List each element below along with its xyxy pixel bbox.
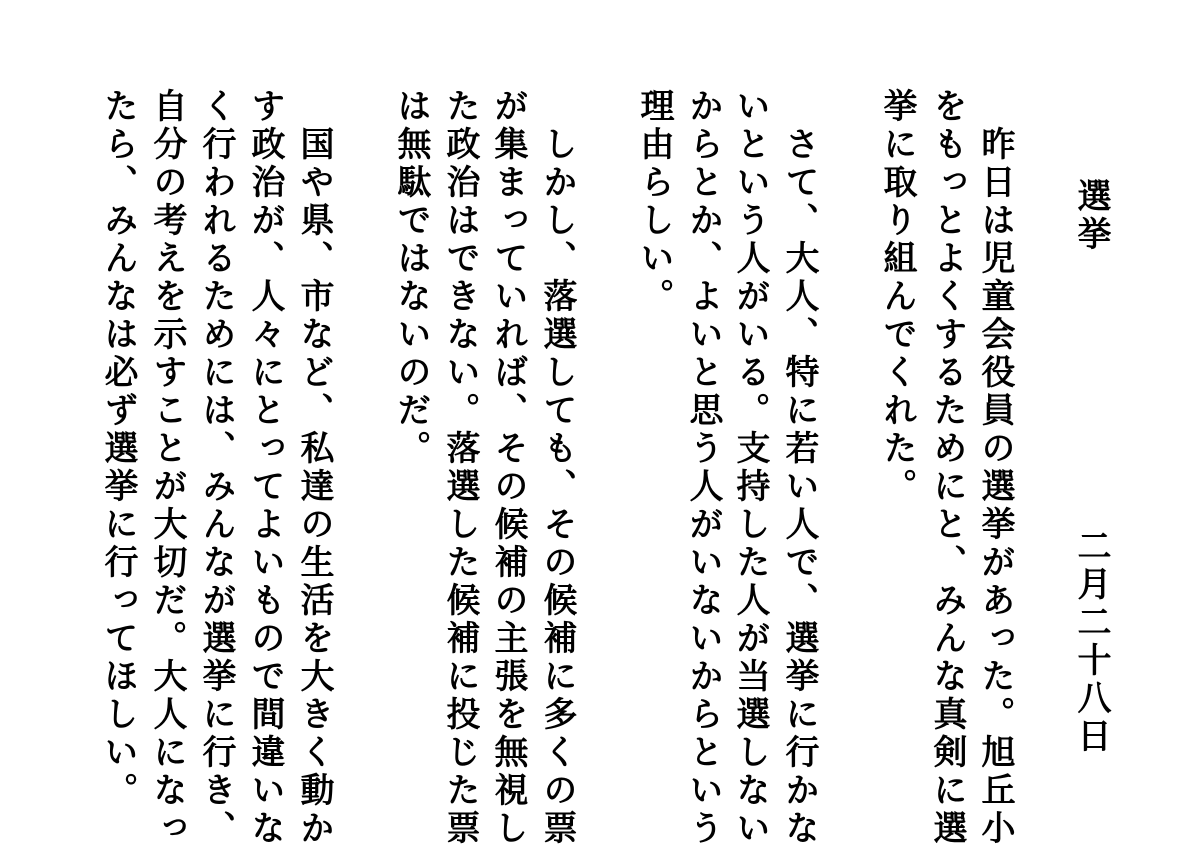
text-column: す政治が、人々にとってよいもので間違いな [245, 88, 285, 848]
text-column: 自分の考えを示すことが大切だ。大人になっ [147, 88, 187, 848]
text-column: が集まっていれば、その候補の主張を無視し [488, 88, 528, 848]
document-date: 二月二十八日 [1071, 528, 1111, 756]
text-column: 昨日は児童会役員の選挙があった。旭丘小 [975, 88, 1015, 848]
text-column: く行われるためには、みんなが選挙に行き、 [196, 88, 236, 848]
text-column: をもっとよくするためにと、みんな真剣に選 [927, 88, 967, 848]
text-column: た政治はできない。落選した候補に投じた票 [440, 88, 480, 848]
text-column: 国や県、市など、私達の生活を大きく動か [294, 88, 334, 848]
text-column: たら、みんなは必ず選挙に行ってほしい。 [98, 88, 138, 810]
text-column: は無駄ではないのだ。 [391, 88, 431, 468]
text-column: 理由らしい。 [634, 88, 674, 316]
text-column: 挙に取り組んでくれた。 [877, 88, 917, 506]
text-column: いという人がいる。支持した人が当選しない [730, 88, 770, 848]
document-title: 選挙 [1071, 178, 1111, 254]
text-column: しかし、落選しても、その候補に多くの票 [537, 88, 577, 848]
text-column: さて、大人、特に若い人で、選挙に行かな [779, 88, 819, 848]
text-column: からとか、よいと思う人がいないからという [683, 88, 723, 848]
